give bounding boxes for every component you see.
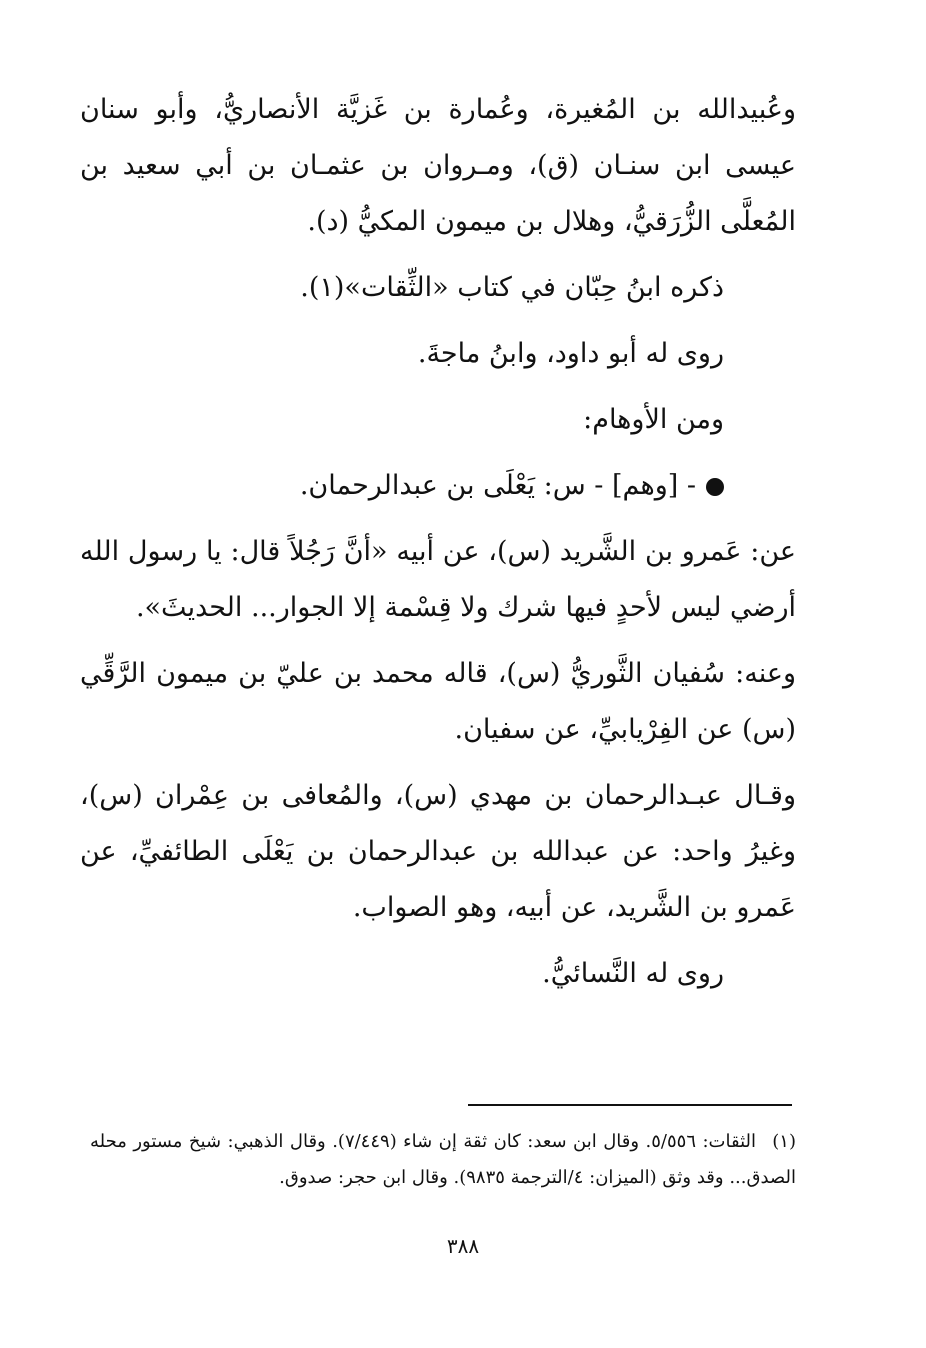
paragraph-abu-dawud: روى له أبو داود، وابنُ ماجةَ. [417,338,724,369]
paragraph-amr-hadith: عن: عَمرو بن الشَّريد (س)، عن أبيه «أنَّ رَجُلاً قال: يا رسول الله أرضي ليس لأحدٍ فيها شرك ولا قِسْمة إلا الجوار... الحديثَ». [80,536,796,623]
paragraph-wahm-entry [80,458,796,514]
page-number: ٣٨٨ [446,1234,480,1258]
footnotes [90,1124,796,1196]
paragraph-nasai: روى له النَّسائيُّ. [542,958,724,989]
paragraph-awham-heading: ومن الأوهام: [583,404,724,435]
paragraph-sufyan: وعنه: سُفيان الثَّوريُّ (س)، قاله محمد بن عليّ بن ميمون الرَّقِّي (س) عن الفِرْيابيِّ، عن سفيان. [80,658,796,745]
paragraph-ibn-hibban: ذكره ابنُ حِبّان في كتاب «الثِّقات»(١). [300,272,724,303]
footnote-marker: (١) [772,1131,796,1152]
bullet-icon [706,478,724,496]
paragraph-narrators: وعُبيدالله بن المُغيرة، وعُمارة بن غَزيَّة الأنصاريُّ، وأبو سنان عيسى ابن سنـان (ق)، ومـروان بن عثمـان بن أبي سعيد بن المُعلَّى الزُّرَقيُّ، وهلال بن ميمون المكيُّ (د). [80,94,796,237]
footnote-text: الثقات: ٥/٥٥٦. وقال ابن سعد: كان ثقة إن شاء (٧/٤٤٩). وقال الذهبي: شيخ مستور محله الصدق... وقد وثق (الميزان: ٤/الترجمة ٩٨٣٥). وقال ابن حجر: صدوق. [90,1131,796,1188]
wahm-entry-text: - [وهم] - س: يَعْلَى بن عبدالرحمان. [299,470,696,501]
footnote-divider [468,1104,792,1106]
paragraph-abdulrahman: وقـال عبـدالرحمان بن مهدي (س)، والمُعافى بن عِمْران (س)، وغيرُ واحد: عن عبدالله بن عبدالرحمان بن يَعْلَى الطائفيِّ، عن عَمرو بن الشَّريد، عن أبيه، وهو الصواب. [80,780,796,923]
main-text [80,82,796,1002]
